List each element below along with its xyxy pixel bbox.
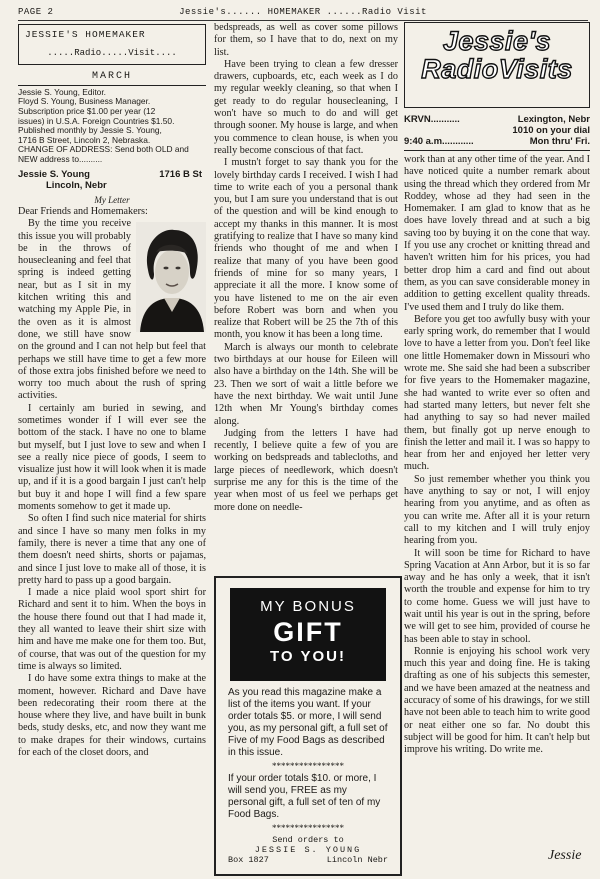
radio-visits-logo — [404, 22, 590, 108]
info-line: Floyd S. Young, Business Manager. — [18, 97, 151, 107]
portrait-image — [136, 222, 206, 332]
logo-line-2: RadioVisits — [421, 54, 573, 84]
letter-heading: My Letter — [94, 194, 130, 205]
left-column — [18, 22, 206, 759]
ad-city: Lincoln Nebr — [326, 855, 388, 865]
letter-paragraph: I mustn't forget to say thank you for the lovely birthday cards I received. I wish I had time to write each of you a personal thank you, but I am sure you understand that is out of the question and will be kind enough to accept my thanks in this manner. It is most gratifying to realize that I have so many kind friends who thought of me and when I realize that many of you have been good friends of mine for so many years, I appreciate it all the more. I know some of you have listened to me on the air even before Robert was born and when you realize that Robert will be 25 the 7th of this month, you know it has been a long time. — [214, 157, 398, 341]
ad-address — [228, 855, 388, 866]
info-line: issues) in U.S.A. Foreign Countries $1.50. — [18, 116, 175, 126]
letter-paragraph: Before you get too awfully busy with your early spring work, do remember that I would love to have a letter from you. Don't feel like one little Homemaker down in Missouri who wrote me. She said she had been a subscriber for five years to the Homemaker magazine, she had wanted to write ever so often and had started many letters, but never felt she had anything to say so had never mailed them, but finally got up nerve enough to finish the letter and mail it. I was so happy to hear from her and enjoyed her letter very much. — [404, 313, 590, 473]
ad-divider: **************** — [272, 761, 344, 771]
letter-paragraph: By the time you receive this issue you will probably be in the throws of housecleaning and feel that spring is indeed getting near, but as I sit in my kitchen writing this and watching my Apple Pie, in the oven as it is almost done, we still have snow on the ground and I can not help but feel that perhaps we still have time to get a few more of those extra jobs finished before we need to worry too much about the rush of spring activities. — [18, 218, 206, 402]
ad-line-1: MY BONUS — [260, 598, 356, 615]
letter-paragraph: Ronnie is enjoying his school work very much this year and doing fine. He is taking drafting as one of his subjects this semester, and we have been amazed at the neatness and accuracy of some of his drawings, for we still have not been able to teach him to write good or neat either one so far. No doubt this subject will be good for him. It can't help but improve his writing. Do write me. — [404, 645, 590, 756]
letter-paragraph: I certainly am buried in sewing, and sometimes wonder if I will ever see the bottom of the stack. I have no one to blame but myself, but I just love to sew and when I see a really nice piece of goods, I seem to visualize just how it will look when it is made up, and if it is a good bargain I just can't help but buy it and hope I will find a few spare moments somehow to get it made up. — [18, 402, 206, 513]
address-street: 1716 B St — [159, 168, 202, 180]
broadcast-days: Mon thru' Fri. — [529, 136, 590, 147]
letter-paragraph: Have been trying to clean a few dresser drawers, cupboards, etc, each week as I do my regular weekly cleaning, so that when I get ready to do regular housecleaning, I won't have so much to do and will get through sooner. My house is large, and when you commence to clean house, is when you really become conscious of that fact. — [214, 58, 398, 156]
station-city: Lexington, Nebr — [517, 114, 590, 125]
ad-offer-2: If your order totals $10. or more, I will send you, FREE as my personal gift, a full set of ten of my Food Bags. — [228, 773, 381, 820]
info-line: Published monthly by Jessie S. Young, — [18, 126, 162, 136]
masthead-subtitle: .....Radio.....Visit.... — [47, 48, 177, 59]
info-line: Jessie S. Young, Editor. — [18, 87, 106, 97]
letter-paragraph: I do have some extra things to make at the moment, however. Richard and Dave have been redecorating their room there at the house where they live, and have built in bunk beds, study desks, etc, and now they want me to make drapes for their windows, curtains for each of the closet doors, and — [18, 673, 206, 758]
signature: Jessie — [548, 848, 582, 863]
letter-paragraph: So often I find such nice material for shirts and since I have so many men folks in my family, there is never a time that any one of them doesn't need shirts, shorts or pajamas, and since I just love to make all of those, it is pretty hard to pass up a good bargain. — [18, 513, 206, 586]
letter-paragraph: bedspreads, as well as cover some pillows for them, so I have that to do, next on my list. — [214, 22, 398, 58]
logo-line-1: Jessie's — [442, 26, 552, 56]
issue-month: MARCH — [18, 71, 206, 86]
salutation: Dear Friends and Homemakers: — [18, 205, 148, 217]
info-line: CHANGE OF ADDRESS: Send both OLD and — [18, 145, 189, 155]
info-line: Subscription price $1.00 per year (12 — [18, 107, 156, 117]
letter-paragraph: Judging from the letters I have had recently, I believe quite a few of you are working on bedspreads and tablecloths, and large pieces of needlework, which doesn't surprise me any for this is the time of the year when most of us feel we perhaps get more done on needle- — [214, 427, 398, 513]
ad-line-2: GIFT — [273, 617, 343, 647]
letter-paragraph: It will soon be time for Richard to have Spring Vacation at Ann Arbor, but it is so far away and he has only a week, that it isn't worth the trouble and expense for him to try to come home. Guess we will just have to wait until his year is out in the spring, before we will get to see him, provided of course he has been able to stay in school. — [404, 547, 590, 645]
address-city: Lincoln, Nebr — [46, 179, 107, 191]
ad-send-to: Send orders to — [272, 835, 344, 845]
masthead-box — [18, 24, 206, 65]
letter-paragraph: So just remember whether you think you have anything to say or not, I will enjoy hearing from you anytime, and as often as you can write me. After all it is your return call to my kitchen and I will truly enjoy hearing from you. — [404, 473, 590, 547]
page-number: PAGE 2 — [18, 7, 54, 17]
letter-paragraph: March is always our month to celebrate two birthdays at our house for Eileen will also have a birthday on the 14th. She will be 23. Then we sort of wait a little before we have the next birthday. We wait until June 12th when Mr Young's birthday comes along. — [214, 341, 398, 427]
ad-banner — [230, 588, 386, 681]
middle-column — [214, 22, 398, 514]
publication-info — [18, 88, 206, 165]
ad-divider: **************** — [272, 823, 344, 833]
ad-box: Box 1827 — [228, 855, 269, 865]
ad-line-3: TO YOU! — [270, 648, 346, 665]
ad-offer-1: As you read this magazine make a list of the items you want. If your order totals $5. or more, I will send you, as my personal gift, a full set of Five of my Food Bags as described in this issue. — [228, 687, 388, 758]
station-dial: 1010 on your dial — [512, 125, 590, 136]
editor-address — [18, 169, 206, 191]
info-line: 1716 B Street, Lincoln 2, Nebraska. — [18, 135, 151, 145]
radio-schedule — [404, 114, 590, 151]
info-line: NEW address to.......... — [18, 155, 103, 165]
author-photo — [136, 222, 206, 332]
letter-paragraph: work than at any other time of the year. And I have noticed quite a number remark about using the thread which they ordered from Mr Roddey, whose ad they had seen in the Homemaker. I am glad to know that as he does have lovely thread and at such a big saving too by buying it on the cone that way. If you use any crochet or knitting thread and haven't written him for his prices, you had better drop him a card and find out about them, as you can save considerable money in addition to getting excellent quality threads. I've used them and I truly do like them. — [404, 154, 590, 313]
running-title: Jessie's...... HOMEMAKER ......Radio Visit — [179, 7, 427, 17]
ad-send-name: JESSIE S. YOUNG — [254, 845, 362, 855]
broadcast-time: 9:40 a.m............ — [404, 136, 474, 147]
masthead-name: JESSIE'S HOMEMAKER — [25, 29, 146, 40]
letter-paragraph: I made a nice plaid wool sport shirt for Richard and sent it to him. When the boys in the house there found out that I had made it, they all wanted to leave their shirt size with him and have me make one for them too. But, of course, that was out of the question for my time is always so limited. — [18, 587, 206, 672]
page-header — [18, 6, 588, 21]
station-call: KRVN........... — [404, 114, 460, 125]
address-name: Jessie S. Young — [18, 168, 90, 180]
right-column — [404, 22, 590, 757]
bonus-gift-ad — [214, 576, 402, 876]
